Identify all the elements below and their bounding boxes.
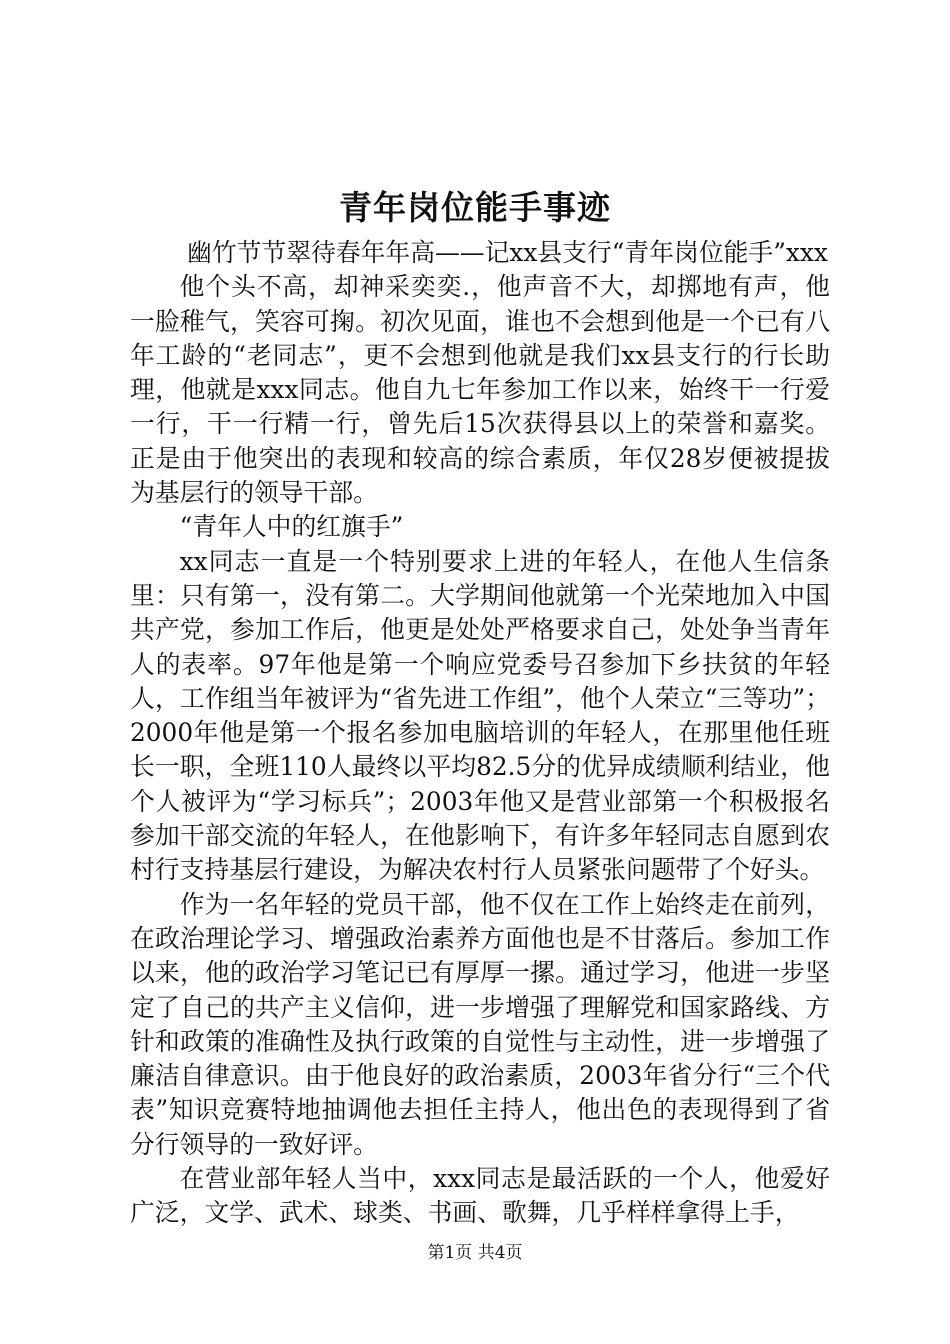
page-footer: 第1页 共4页 bbox=[427, 1243, 523, 1263]
body-paragraph: 他个头不高，却神采奕奕.，他声音不大，却掷地有声，他一脸稚气，笑容可掬。初次见面，谁也不会想到他是一个已有八年工龄的“老同志”，更不会想到他就是我们xx县支行的行长助理，他就是xxx同志。他自九七年参加工作以来，始终干一行爱一行，干一行精一行，曾先后15次获得县以上的荣誉和嘉奖。正是由于他突出的表现和较高的综合素质，年仅28岁便被提拔为基层行的领导干部。 bbox=[130, 272, 830, 508]
body-paragraph: 作为一名年轻的党员干部，他不仅在工作上始终走在前列，在政治理论学习、增强政治素养方面他也是不甘落后。参加工作以来，他的政治学习笔记已有厚厚一摞。通过学习，他进一步坚定了自己的共产主义信仰，进一步增强了理解党和国家路线、方针和政策的准确性及执行政策的自觉性与主动性，进一步增强了廉洁自律意识。由于他良好的政治素质，2003年省分行“三个代表”知识竞赛特地抽调他去担任主持人，他出色的表现得到了省分行领导的一致好评。 bbox=[130, 889, 830, 1159]
document-title: 青年岗位能手事迹 bbox=[339, 188, 611, 227]
document-body bbox=[130, 236, 830, 1231]
body-paragraph: 在营业部年轻人当中，xxx同志是最活跃的一个人，他爱好广泛，文学、武术、球类、书画、歌舞，几乎样样拿得上手， bbox=[130, 1164, 830, 1228]
subtitle-paragraph: 幽竹节节翠待春年年高——记xx县支行“青年岗位能手”xxx bbox=[187, 238, 828, 267]
body-paragraph: xx同志一直是一个特别要求上进的年轻人，在他人生信条里：只有第一，没有第二。大学期间他就第一个光荣地加入中国共产党，参加工作后，他更是处处严格要求自己，处处争当青年人的表率。97年他是第一个响应党委号召参加下乡扶贫的年轻人，工作组当年被评为“省先进工作组”，他个人荣立“三等功”；2000年他是第一个报名参加电脑培训的年轻人，在那里他任班长一职，全班110人最终以平均82.5分的优异成绩顺利结业，他个人被评为“学习标兵”；2003年他又是营业部第一个积极报名参加干部交流的年轻人，在他影响下，有许多年轻同志自愿到农村行支持基层行建设，为解决农村行人员紧张问题带了个好头。 bbox=[130, 546, 830, 885]
section-heading: “青年人中的红旗手” bbox=[179, 512, 404, 542]
